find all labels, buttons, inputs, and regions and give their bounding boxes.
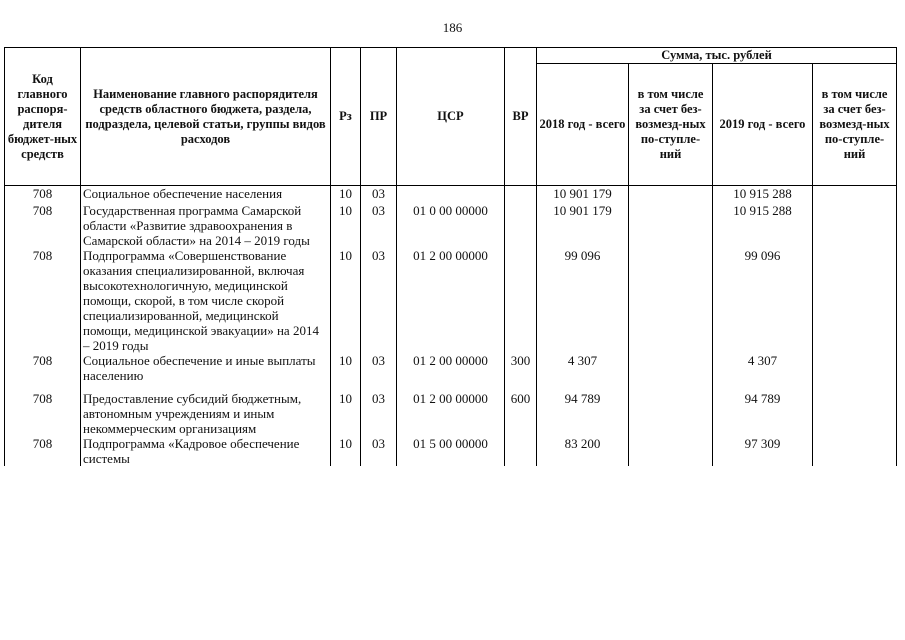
cell-vr — [505, 203, 537, 248]
cell-2018-total: 10 901 179 — [537, 186, 629, 203]
cell-code: 708 — [5, 203, 81, 248]
cell-code: 708 — [5, 353, 81, 391]
cell-rz: 10 — [331, 391, 361, 436]
cell-2018-free — [629, 391, 713, 436]
table-row — [5, 391, 897, 436]
cell-rz: 10 — [331, 436, 361, 466]
header-rz: Рз — [331, 48, 361, 186]
cell-2019-free — [813, 353, 897, 391]
cell-rz: 10 — [331, 248, 361, 353]
cell-2018-total: 94 789 — [537, 391, 629, 436]
cell-name: Государственная программа Самарской области «Развитие здравоохранения в Самарской области» на 2014 – 2019 годы — [81, 203, 331, 248]
header-2018-total: 2018 год - всего — [537, 64, 629, 186]
header-name: Наименование главного распорядителя средств областного бюджета, раздела, подраздела, целевой статьи, группы видов расходов — [81, 48, 331, 186]
cell-2019-total: 4 307 — [713, 353, 813, 391]
cell-code: 708 — [5, 436, 81, 466]
cell-2018-free — [629, 353, 713, 391]
cell-pr: 03 — [361, 391, 397, 436]
header-csr: ЦСР — [397, 48, 505, 186]
cell-code: 708 — [5, 186, 81, 203]
header-pr: ПР — [361, 48, 397, 186]
cell-name: Предоставление субсидий бюджетным, автономным учреждениям и иным некоммерческим организациям — [81, 391, 331, 436]
cell-csr: 01 2 00 00000 — [397, 391, 505, 436]
cell-2019-free — [813, 436, 897, 466]
cell-name: Социальное обеспечение и иные выплаты населению — [81, 353, 331, 391]
header-2019-total: 2019 год - всего — [713, 64, 813, 186]
page-number: 186 — [442, 20, 463, 35]
cell-2018-free — [629, 436, 713, 466]
cell-vr — [505, 186, 537, 203]
table-row — [5, 248, 897, 353]
cell-2019-free — [813, 248, 897, 353]
cell-2019-free — [813, 203, 897, 248]
cell-rz: 10 — [331, 353, 361, 391]
cell-code: 708 — [5, 391, 81, 436]
cell-csr — [397, 186, 505, 203]
cell-name: Социальное обеспечение населения — [81, 186, 331, 203]
cell-2018-total: 99 096 — [537, 248, 629, 353]
cell-pr: 03 — [361, 436, 397, 466]
header-2019-free: в том числе за счет без-возмезд-ных по-ступле-ний — [813, 64, 897, 186]
cell-rz: 10 — [331, 186, 361, 203]
cell-2018-free — [629, 248, 713, 353]
cell-2019-total: 94 789 — [713, 391, 813, 436]
cell-vr: 600 — [505, 391, 537, 436]
cell-pr: 03 — [361, 203, 397, 248]
cell-csr: 01 5 00 00000 — [397, 436, 505, 466]
cell-2018-total: 4 307 — [537, 353, 629, 391]
cell-vr: 300 — [505, 353, 537, 391]
cell-vr — [505, 248, 537, 353]
cell-2019-free — [813, 391, 897, 436]
table-row — [5, 186, 897, 203]
table-row — [5, 436, 897, 466]
cell-csr: 01 2 00 00000 — [397, 353, 505, 391]
cell-csr: 01 2 00 00000 — [397, 248, 505, 353]
cell-rz: 10 — [331, 203, 361, 248]
cell-2018-total: 10 901 179 — [537, 203, 629, 248]
header-code: Код главного распоря-дителя бюджет-ных средств — [5, 48, 81, 186]
cell-name: Подпрограмма «Кадровое обеспечение системы — [81, 436, 331, 466]
cell-2019-total: 97 309 — [713, 436, 813, 466]
header-sum: Сумма, тыс. рублей — [537, 48, 897, 64]
cell-pr: 03 — [361, 186, 397, 203]
cell-2019-total: 10 915 288 — [713, 186, 813, 203]
cell-pr: 03 — [361, 248, 397, 353]
cell-2018-free — [629, 203, 713, 248]
cell-vr — [505, 436, 537, 466]
cell-pr: 03 — [361, 353, 397, 391]
cell-name: Подпрограмма «Совершенствование оказания специализированной, включая высокотехнологичную, медицинской помощи, скорой, в том числе скорой специализированной, медицинской помощи, медицинской эвакуации» на 2014 – 2019 годы — [81, 248, 331, 353]
cell-2018-total: 83 200 — [537, 436, 629, 466]
budget-table — [4, 47, 897, 466]
cell-code: 708 — [5, 248, 81, 353]
header-vr: ВР — [505, 48, 537, 186]
cell-2019-total: 10 915 288 — [713, 203, 813, 248]
cell-2018-free — [629, 186, 713, 203]
table-row — [5, 353, 897, 391]
cell-2019-total: 99 096 — [713, 248, 813, 353]
cell-csr: 01 0 00 00000 — [397, 203, 505, 248]
header-2018-free: в том числе за счет без-возмезд-ных по-ступле-ний — [629, 64, 713, 186]
cell-2019-free — [813, 186, 897, 203]
table-row — [5, 203, 897, 248]
